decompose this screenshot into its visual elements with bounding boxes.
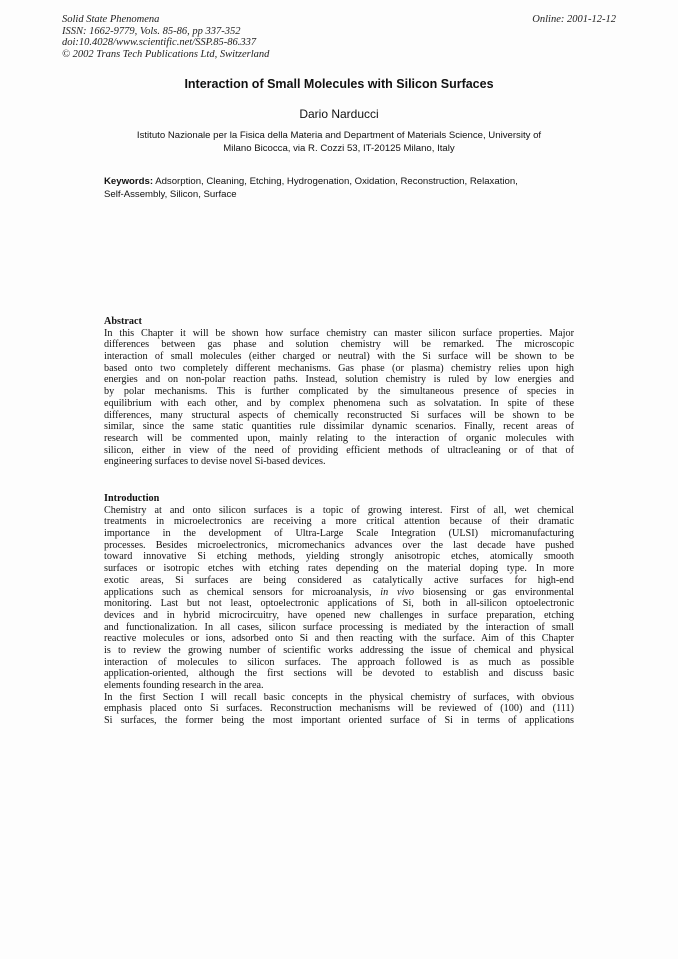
abstract-line: equilibrium with each other, and by complex phenomena such as solvatation. In spite of these bbox=[104, 397, 574, 409]
affiliation-line: Milano Bicocca, via R. Cozzi 53, IT-20125 Milano, Italy bbox=[223, 142, 455, 154]
introduction-section bbox=[104, 493, 574, 727]
intro-text: applications such as chemical sensors for microanalysis, bbox=[104, 586, 372, 598]
abstract-line: interaction of small molecules (either charged or neutral) with the Si surface will be shown to be bbox=[104, 351, 574, 363]
author-name: Dario Narducci bbox=[299, 107, 379, 121]
publication-info bbox=[62, 14, 269, 60]
abstract-line: similar, since the same static quantities rule dissimilar dynamic scenarios. Finally, recent areas of bbox=[104, 421, 574, 433]
paper-title: Interaction of Small Molecules with Silicon Surfaces bbox=[184, 77, 494, 91]
abstract-line: energies and on non-polar reaction paths. Instead, solution chemistry is ruled by low energies and bbox=[104, 374, 574, 386]
online-date: Online: 2001-12-12 bbox=[532, 14, 616, 25]
intro-line: surfaces or isotropic etches with etching rates depending on the material doping type. In more bbox=[104, 563, 574, 575]
intro-line: monitoring. Last but not least, optoelectronic applications of Si, both in all-silicon optoelectronic bbox=[104, 598, 574, 610]
abstract-line: differences between gas phase and solution chemistry will be remarked. The microscopic bbox=[104, 339, 574, 351]
intro-line: toward innovative Si etching methods, yielding strongly anisotropic etches, atomically smooth bbox=[104, 551, 574, 563]
keywords bbox=[104, 176, 574, 201]
intro-line: and functionalization. In all cases, silicon surface processing is mediated by the interaction of small bbox=[104, 621, 574, 633]
intro-line: In the first Section I will recall basic concepts in the physical chemistry of surfaces, with obvious bbox=[104, 691, 574, 703]
abstract-line: engineering surfaces to devise novel Si-based devices. bbox=[104, 456, 326, 468]
abstract-line: based onto two completely different mechanisms. Gas phase (or plasma) chemistry relies upon high bbox=[104, 362, 574, 374]
intro-line: application-oriented, although the first sections will be devoted to establish and discuss basic bbox=[104, 668, 574, 680]
abstract-line: silicon, either in view of the need of providing efficient methods of ultracleaning or of that of bbox=[104, 444, 574, 456]
intro-line: interaction of molecules to silicon surfaces. The approach followed is as much as possible bbox=[104, 656, 574, 668]
abstract-line: research will be commented upon, mainly relating to the interaction of organic molecules with bbox=[104, 432, 574, 444]
keywords-line: Self-Assembly, Silicon, Surface bbox=[104, 188, 237, 200]
intro-line: devices and in hybrid microcircuitry, have opened new challenges in surface preparation, etching bbox=[104, 609, 574, 621]
intro-line: treatments in microelectronics are receiving a more critical attention because of their dramatic bbox=[104, 516, 574, 528]
journal-name: Solid State Phenomena bbox=[62, 14, 160, 25]
abstract-heading: Abstract bbox=[104, 316, 142, 327]
keywords-label: Keywords: bbox=[104, 176, 154, 187]
in-vivo-italic: in vivo bbox=[380, 586, 415, 598]
issn-line: ISSN: 1662-9779, Vols. 85-86, pp 337-352 bbox=[62, 25, 241, 37]
abstract-line: differences, many structural aspects of chemically reconstructed Si surfaces will be shown to be bbox=[104, 409, 574, 421]
intro-line: elements founding research in the area. bbox=[104, 680, 264, 692]
affiliation bbox=[100, 130, 578, 155]
intro-line: is to review the growing number of scientific works addressing the issue of chemical and physical bbox=[104, 644, 574, 656]
keywords-line: Adsorption, Cleaning, Etching, Hydrogenation, Oxidation, Reconstruction, Relaxation, bbox=[155, 176, 518, 187]
intro-line: Chemistry at and onto silicon surfaces is a topic of growing interest. First of all, wet chemical bbox=[104, 504, 574, 516]
intro-line: exotic areas, Si surfaces are being considered as catalytically active surfaces for high-end bbox=[104, 574, 574, 586]
intro-line: processes. Besides microelectronics, micromechanics advances over the last decade have pushed bbox=[104, 539, 574, 551]
intro-line bbox=[104, 587, 574, 599]
introduction-heading: Introduction bbox=[104, 493, 160, 504]
abstract-line: by polar mechanisms. This is further complicated by the simultaneous presence of species in bbox=[104, 386, 574, 398]
intro-line: reactive molecules or ions, adsorbed onto Si and then reacting with the surface. Aim of this Chapter bbox=[104, 633, 574, 645]
abstract-section bbox=[104, 316, 574, 468]
affiliation-line: Istituto Nazionale per la Fisica della Materia and Department of Materials Science, University of bbox=[136, 130, 542, 141]
intro-line: emphasis placed onto Si surfaces. Reconstruction mechanisms will be reviewed of (100) and (111) bbox=[104, 703, 574, 715]
copyright-line: © 2002 Trans Tech Publications Ltd, Switzerland bbox=[62, 48, 270, 60]
intro-line: Si surfaces, the former being the most important oriented surface of Si in terms of applications bbox=[104, 715, 574, 727]
intro-text: biosensing or gas environmental bbox=[414, 586, 574, 598]
intro-line: importance in the development of Ultra-Large Scale Integration (ULSI) micromanufacturing bbox=[104, 528, 574, 540]
abstract-line: In this Chapter it will be shown how surface chemistry can master silicon surface properties. Major bbox=[104, 327, 574, 339]
doi-line: doi:10.4028/www.scientific.net/SSP.85-86.337 bbox=[62, 37, 257, 48]
